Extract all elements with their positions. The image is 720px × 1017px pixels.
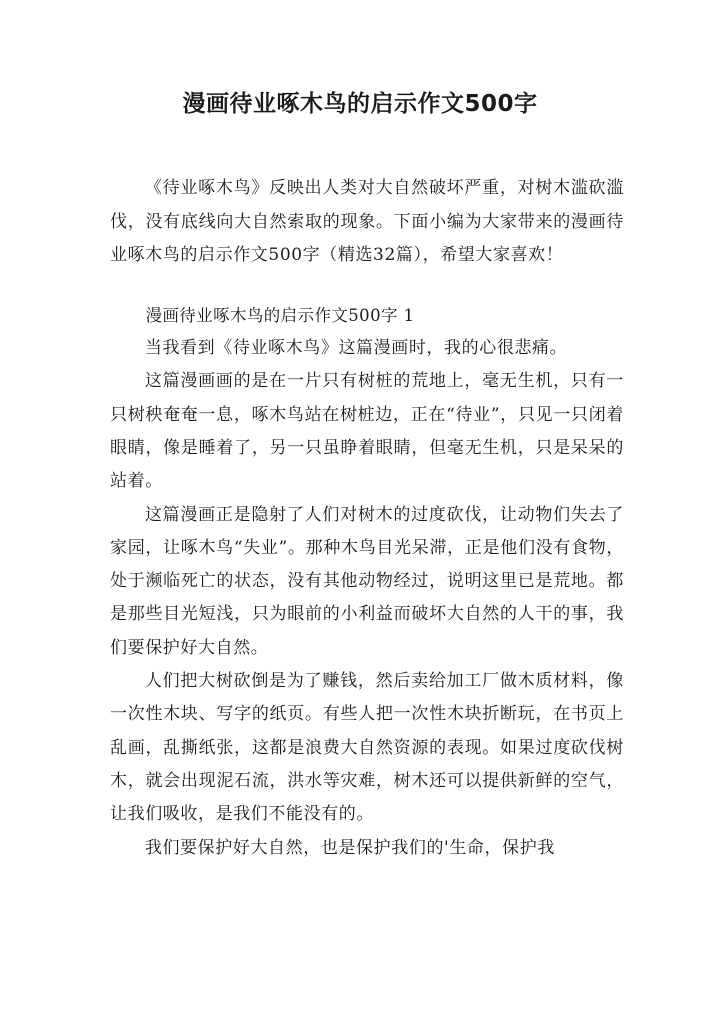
document-body <box>110 172 624 865</box>
intro-paragraph: 《待业啄木鸟》反映出人类对大自然破坏严重，对树木滥砍滥伐，没有底线向大自然索取的现象。下面小编为大家带来的漫画待业啄木鸟的启示作文500字（精选32篇），希望大家喜欢！ <box>110 178 624 266</box>
body-paragraph: 人们把大树砍倒是为了赚钱，然后卖给加工厂做木质材料，像一次性木块、写字的纸页。有些人把一次性木块折断玩，在书页上乱画，乱撕纸张，这都是浪费大自然资源的表现。如果过度砍伐树木，就会出现泥石流，洪水等灾难，树木还可以提供新鲜的空气，让我们吸收，是我们不能没有的。 <box>110 671 624 825</box>
body-paragraph: 这篇漫画画的是在一片只有树桩的荒地上，毫无生机，只有一只树秧奄奄一息，啄木鸟站在树桩边，正在“待业”，只见一只闭着眼睛，像是睡着了，另一只虽睁着眼睛，但毫无生机，只是呆呆的站着。 <box>110 371 624 492</box>
body-paragraph: 我们要保护好大自然，也是保护我们的'生命，保护我 <box>144 837 555 858</box>
document-title: 漫画待业啄木鸟的启示作文500字 <box>182 91 538 117</box>
section-heading: 漫画待业啄木鸟的启示作文500字 1 <box>145 305 415 325</box>
body-paragraph: 这篇漫画正是隐射了人们对树木的过度砍伐，让动物们失去了家园，让啄木鸟“失业”。那种木鸟目光呆滞，正是他们没有食物，处于濒临死亡的状态，没有其他动物经过，说明这里已是荒地。都是那些目光短浅，只为眼前的小利益而破坏大自然的人干的事，我们要保护好大自然。 <box>110 504 624 658</box>
body-paragraph: 当我看到《待业啄木鸟》这篇漫画时，我的心很悲痛。 <box>144 338 568 359</box>
